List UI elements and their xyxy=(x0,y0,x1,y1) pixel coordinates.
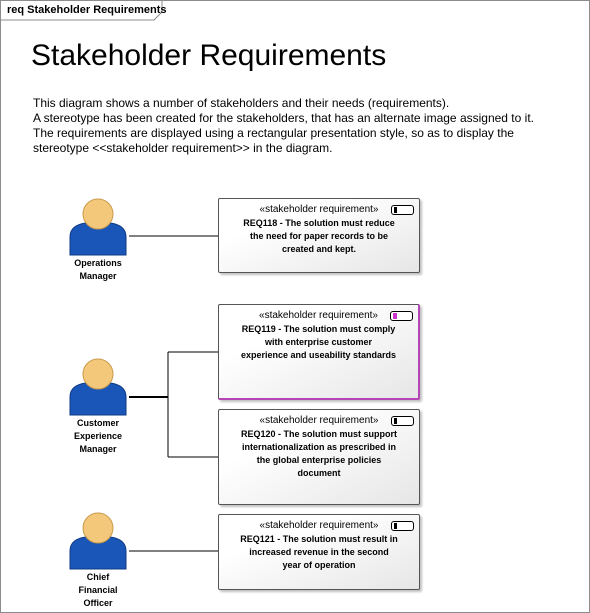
requirement-stereotype: «stakeholder requirement» xyxy=(259,415,379,426)
requirement-text-line: REQ118 - The solution must reduce xyxy=(243,218,395,228)
requirement-text-line: experience and useability standards xyxy=(240,350,397,360)
actor-name-line: Operations xyxy=(74,258,122,268)
requirement-icon xyxy=(390,311,413,321)
actor-name-line: Customer xyxy=(76,418,119,428)
requirement-text-line: increased revenue in the second xyxy=(249,547,389,557)
actor-name-line: Officer xyxy=(83,598,113,608)
requirement-text-line: year of operation xyxy=(282,560,356,570)
requirement-stereotype: «stakeholder requirement» xyxy=(259,310,378,321)
frame-label: req Stakeholder Requirements xyxy=(7,4,167,16)
requirement-stereotype: «stakeholder requirement» xyxy=(259,520,379,531)
requirement-text-line: REQ121 - The solution must result in xyxy=(240,534,398,544)
actor-operations-manager[interactable] xyxy=(58,197,138,283)
requirement-req120[interactable] xyxy=(218,409,420,505)
description-line: The requirements are displayed using a rectangular presentation style, so as to display the xyxy=(33,126,514,140)
actor-name-line: Financial xyxy=(78,585,118,595)
actor-name-line: Manager xyxy=(79,271,117,281)
requirement-icon xyxy=(391,521,414,531)
requirement-text-line: the need for paper records to be xyxy=(249,231,389,241)
description-line: A stereotype has been created for the stakeholders, that has an alternate image assigned to it. xyxy=(33,111,534,125)
actor-name-line: Chief xyxy=(86,572,110,582)
actor-name-line: Manager xyxy=(79,444,117,454)
requirement-req121[interactable] xyxy=(218,514,420,590)
requirement-text-line: document xyxy=(297,468,341,478)
requirement-icon xyxy=(391,416,414,426)
requirement-text-line: internationalization as prescribed in xyxy=(241,442,397,452)
description-line: This diagram shows a number of stakeholders and their needs (requirements). xyxy=(33,96,450,110)
requirement-stereotype: «stakeholder requirement» xyxy=(259,204,379,215)
actor-customer-experience-manager[interactable] xyxy=(58,357,138,456)
requirement-text-line: with enterprise customer xyxy=(264,337,373,347)
stakeholder-person-icon xyxy=(66,511,130,571)
actor-chief-financial-officer[interactable] xyxy=(58,511,138,610)
requirement-icon xyxy=(391,205,414,215)
actor-name-line: Experience xyxy=(73,431,123,441)
stakeholder-person-icon xyxy=(66,357,130,417)
stakeholder-person-icon xyxy=(66,197,130,257)
requirement-text-line: REQ120 - The solution must support xyxy=(240,429,397,439)
requirement-text-line: REQ119 - The solution must comply xyxy=(241,324,396,334)
requirement-req118[interactable] xyxy=(218,198,420,273)
requirement-req119[interactable] xyxy=(218,304,420,400)
requirement-text-line: created and kept. xyxy=(281,244,357,254)
diagram-title: Stakeholder Requirements xyxy=(31,39,387,72)
description-line: stereotype <<stakeholder requirement>> in the diagram. xyxy=(33,141,333,155)
requirement-text-line: the global enterprise policies xyxy=(256,455,382,465)
